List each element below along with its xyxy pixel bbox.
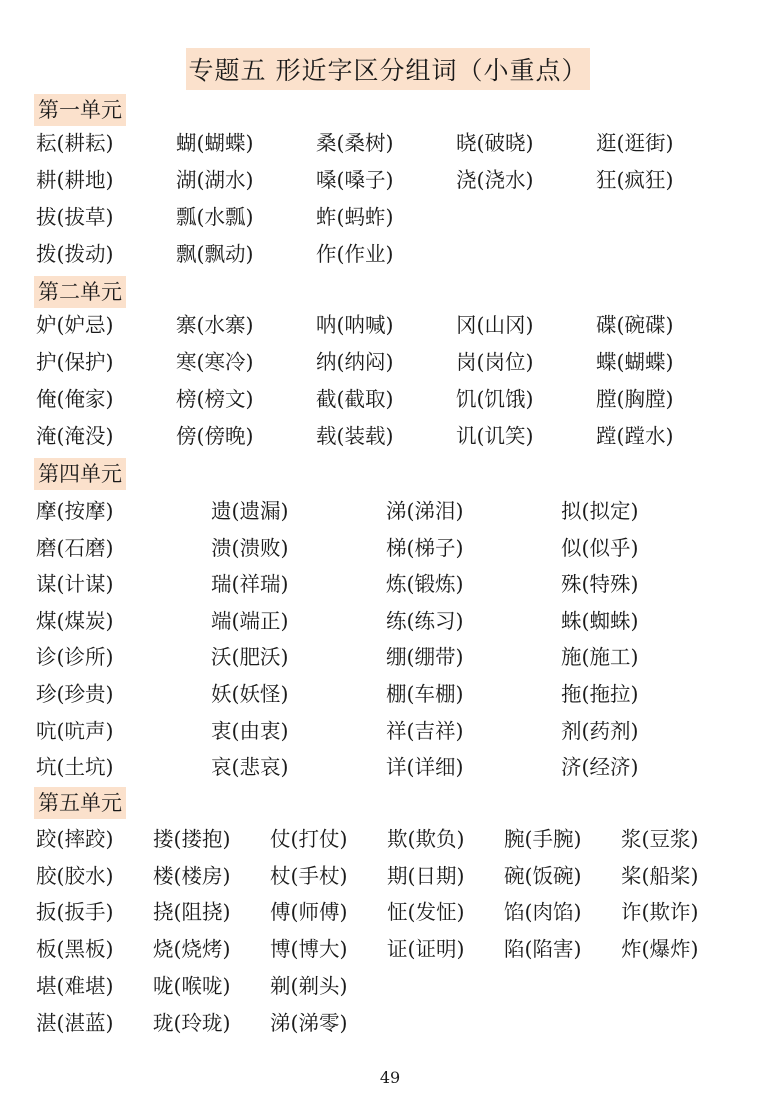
word-item: 挠(阻挠) (153, 900, 231, 925)
word-item: 扳(扳手) (36, 900, 114, 925)
word-item: 陷(陷害) (504, 937, 582, 962)
word-item: 跤(摔跤) (36, 827, 114, 851)
word-item: 傅(师傅) (270, 900, 348, 925)
word-item: 博(博大) (270, 937, 348, 962)
word-item: 狂(疯狂) (596, 168, 674, 192)
word-row (36, 165, 736, 195)
word-item: 碟(碗碟) (596, 313, 674, 337)
word-item: 浆(豆浆) (621, 827, 699, 851)
word-item: 绷(绷带) (386, 645, 464, 670)
word-row (36, 971, 387, 1001)
word-item: 殊(特殊) (561, 572, 639, 597)
word-row (36, 347, 736, 377)
word-item: 逛(逛街) (596, 131, 674, 155)
word-item: 寨(水寨) (176, 313, 254, 337)
word-item: 磨(石磨) (36, 535, 114, 560)
word-item: 傍(傍晚) (176, 424, 254, 448)
word-item: 桑(桑树) (316, 131, 394, 155)
word-item: 施(施工) (561, 645, 639, 670)
word-row (36, 606, 736, 636)
word-row (36, 642, 736, 672)
word-item: 梯(梯子) (386, 535, 464, 560)
word-row (36, 934, 738, 964)
word-item: 瓢(水瓢) (176, 205, 254, 229)
word-item: 寒(寒冷) (176, 350, 254, 374)
word-row (36, 239, 456, 269)
word-item: 蝴(蝴蝶) (176, 131, 254, 155)
word-item: 浇(浇水) (456, 168, 534, 192)
word-item: 岗(岗位) (456, 350, 534, 374)
word-row (36, 897, 738, 927)
page-number: 49 (379, 1068, 401, 1087)
word-item: 嗓(嗓子) (316, 168, 394, 192)
word-item: 证(证明) (387, 937, 465, 962)
word-row (36, 533, 736, 563)
word-item: 瑞(祥瑞) (211, 572, 289, 597)
word-item: 截(截取) (316, 387, 394, 411)
word-item: 胶(胶水) (36, 863, 114, 888)
word-item: 俺(俺家) (36, 387, 114, 411)
word-item: 护(保护) (36, 350, 114, 374)
word-item: 妒(妒忌) (36, 313, 114, 337)
word-item: 仗(打仗) (270, 827, 348, 851)
word-item: 晓(破晓) (456, 131, 534, 155)
word-row (36, 202, 456, 232)
word-item: 蚱(蚂蚱) (316, 205, 394, 229)
word-item: 板(黑板) (36, 937, 114, 962)
unit-heading: 第四单元 (34, 458, 126, 490)
word-row (36, 128, 736, 158)
word-item: 桨(船桨) (621, 863, 699, 888)
word-row (36, 384, 736, 414)
word-item: 拨(拨动) (36, 242, 114, 266)
word-item: 耘(耕耘) (36, 131, 114, 155)
word-row (36, 496, 736, 526)
word-item: 淹(淹没) (36, 424, 114, 448)
word-item: 作(作业) (316, 242, 394, 266)
word-row (36, 1008, 387, 1038)
unit-heading: 第二单元 (34, 276, 126, 308)
word-item: 诈(欺诈) (621, 900, 699, 925)
word-row (36, 716, 736, 746)
word-item: 呐(呐喊) (316, 313, 394, 337)
word-item: 拖(拖拉) (561, 682, 639, 706)
word-item: 沃(肥沃) (211, 645, 289, 670)
page-title: 专题五 形近字区分组词（小重点） (186, 48, 590, 90)
word-item: 榜(榜文) (176, 387, 254, 411)
word-item: 冈(山冈) (456, 313, 534, 337)
word-item: 膛(胸膛) (596, 387, 674, 411)
word-item: 纳(纳闷) (316, 350, 394, 374)
word-item: 谋(计谋) (36, 572, 114, 597)
word-item: 湛(湛蓝) (36, 1010, 114, 1035)
word-item: 珑(玲珑) (153, 1010, 231, 1035)
word-item: 摩(按摩) (36, 499, 114, 523)
word-item: 剂(药剂) (561, 718, 639, 743)
unit-heading: 第一单元 (34, 94, 126, 126)
word-row (36, 752, 736, 782)
word-item: 蝶(蝴蝶) (596, 350, 674, 374)
word-item: 剃(剃头) (270, 973, 348, 998)
word-item: 棚(车棚) (386, 682, 464, 706)
word-item: 珍(珍贵) (36, 682, 114, 706)
word-item: 讥(讥笑) (456, 424, 534, 448)
word-row (36, 824, 738, 854)
word-item: 济(经济) (561, 755, 639, 780)
word-item: 溃(溃败) (211, 535, 289, 560)
word-item: 炼(锻炼) (386, 572, 464, 597)
word-item: 炸(爆炸) (621, 937, 699, 962)
word-item: 哀(悲哀) (211, 755, 289, 780)
word-item: 诊(诊所) (36, 645, 114, 670)
word-item: 腕(手腕) (504, 827, 582, 851)
word-item: 详(详细) (386, 755, 464, 780)
word-item: 吭(吭声) (36, 718, 114, 743)
word-item: 遗(遗漏) (211, 499, 289, 523)
word-item: 坑(土坑) (36, 755, 114, 780)
word-item: 飘(飘动) (176, 242, 254, 266)
word-item: 拟(拟定) (561, 499, 639, 523)
word-row (36, 679, 736, 709)
word-item: 涕(涕泪) (386, 499, 464, 523)
word-item: 烧(烧烤) (153, 937, 231, 962)
word-item: 堪(难堪) (36, 973, 114, 998)
word-row (36, 861, 738, 891)
word-item: 楼(楼房) (153, 863, 231, 888)
word-item: 练(练习) (386, 608, 464, 633)
word-item: 搂(搂抱) (153, 827, 231, 851)
word-item: 祥(吉祥) (386, 718, 464, 743)
word-item: 期(日期) (387, 863, 465, 888)
unit-heading: 第五单元 (34, 787, 126, 819)
word-row (36, 421, 736, 451)
word-item: 蛛(蜘蛛) (561, 608, 639, 633)
word-item: 咙(喉咙) (153, 973, 231, 998)
word-item: 欺(欺负) (387, 827, 465, 851)
word-item: 怔(发怔) (387, 900, 465, 925)
word-item: 衷(由衷) (211, 718, 289, 743)
word-row (36, 310, 736, 340)
word-item: 涕(涕零) (270, 1010, 348, 1035)
word-item: 蹚(蹚水) (596, 424, 674, 448)
word-item: 杖(手杖) (270, 863, 348, 888)
word-item: 煤(煤炭) (36, 608, 114, 633)
word-item: 湖(湖水) (176, 168, 254, 192)
word-item: 妖(妖怪) (211, 682, 289, 706)
word-item: 载(装载) (316, 424, 394, 448)
word-item: 端(端正) (211, 608, 289, 633)
word-row (36, 569, 736, 599)
word-item: 拔(拔草) (36, 205, 114, 229)
word-item: 碗(饭碗) (504, 863, 582, 888)
word-item: 饥(饥饿) (456, 387, 534, 411)
word-item: 馅(肉馅) (504, 900, 582, 925)
word-item: 耕(耕地) (36, 168, 114, 192)
word-item: 似(似乎) (561, 535, 639, 560)
